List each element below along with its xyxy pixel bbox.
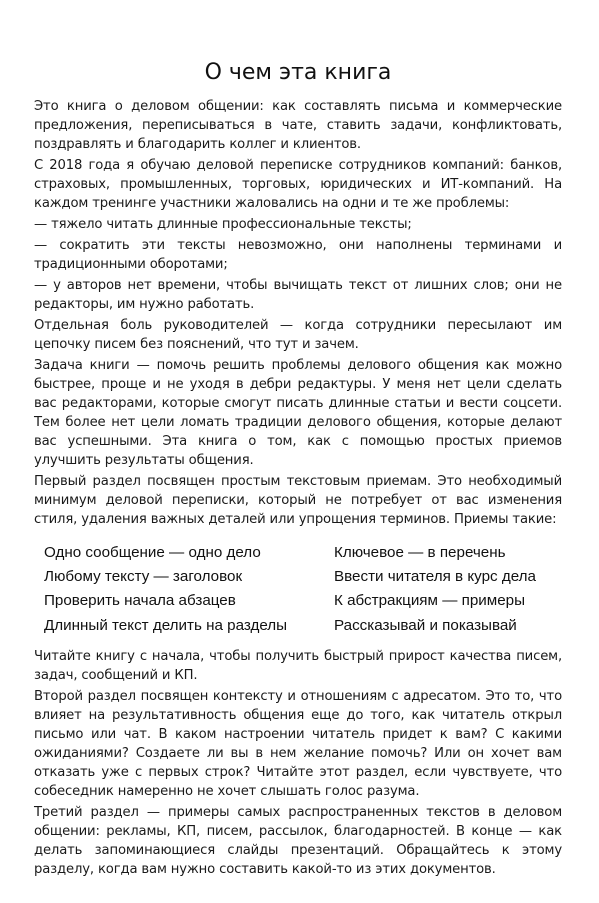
technique-item: Ввести читателя в курс дела	[334, 568, 536, 586]
paragraph-goal: Задача книги — помочь решить проблемы делового общения как можно быстрее, проще и не уходя в дебри редактуры. У меня нет цели сделать вас редакторами, которые смогут писать длинные статьи и вести соцсети. Тем более нет цели ломать традиции делового общения, которые делают вас успешными. Эта книга о том, как с помощью простых приемов улучшить результаты общения.	[34, 358, 562, 468]
technique-item: Длинный текст делить на разделы	[44, 616, 288, 634]
paragraph-intro: Это книга о деловом общении: как составлять письма и коммерческие предложения, переписываться в чате, ставить задачи, конфликтовать, поздравлять и благодарить коллег и клиентов.	[34, 99, 562, 152]
techniques-list	[44, 541, 562, 638]
paragraph-section-one: Первый раздел посвящен простым текстовым приемам. Это необходимый минимум деловой переписки, который не потребует от вас изменения стиля, удаления важных деталей или упрощения терминов. Приемы такие:	[34, 474, 562, 527]
technique-item: Любому тексту — заголовок	[44, 568, 243, 586]
technique-item: Проверить начала абзацев	[44, 592, 236, 610]
paragraph-read-from-start: Читайте книгу с начала, чтобы получить быстрый прирост качества писем, задач, сообщений и КП.	[34, 648, 562, 683]
problem-item: — тяжело читать длинные профессиональные тексты;	[34, 217, 412, 232]
technique-item: Одно сообщение — одно дело	[44, 544, 261, 561]
problem-item: — у авторов нет времени, чтобы вычищать текст от лишних слов; они не редакторы, им нужно работать.	[34, 278, 562, 312]
technique-item: Ключевое — в перечень	[334, 544, 506, 561]
paragraph-section-three: Третий раздел — примеры самых распространенных текстов в деловом общении: рекламы, КП, писем, рассылок, благодарностей. В конце — как делать запоминающиеся слайды презентаций. Обращайтесь к этому разделу, когда вам нужно составить какой-то из этих документов.	[34, 804, 562, 877]
technique-item: К абстракциям — примеры	[334, 592, 526, 610]
page-title: О чем эта книга	[204, 60, 392, 85]
paragraph-training: С 2018 года я обучаю деловой переписке сотрудников компаний: банков, страховых, промышленных, торговых, юридических и ИТ-компаний. На каждом тренинге участники жаловались на одни и те же проблемы:	[34, 158, 562, 211]
technique-item: Рассказывай и показывай	[334, 616, 517, 634]
paragraph-managers: Отдельная боль руководителей — когда сотрудники пересылают им цепочку писем без пояснений, что тут и зачем.	[34, 318, 562, 352]
paragraph-section-two: Второй раздел посвящен контексту и отношениям с адресатом. Это то, что влияет на результативность общения еще до того, как читатель открыл письмо или чат. В каком настроении читатель придет к вам? С какими ожиданиями? Создаете ли вы в нем желание помочь? Или он хочет вам отказать уже с первых строк? Читайте этот раздел, если чувствуете, что собеседник намеренно не хочет слышать голос разума.	[34, 688, 562, 799]
book-page	[34, 58, 562, 881]
problem-item: — сократить эти тексты невозможно, они наполнены терминами и традиционными оборотами;	[34, 238, 562, 272]
